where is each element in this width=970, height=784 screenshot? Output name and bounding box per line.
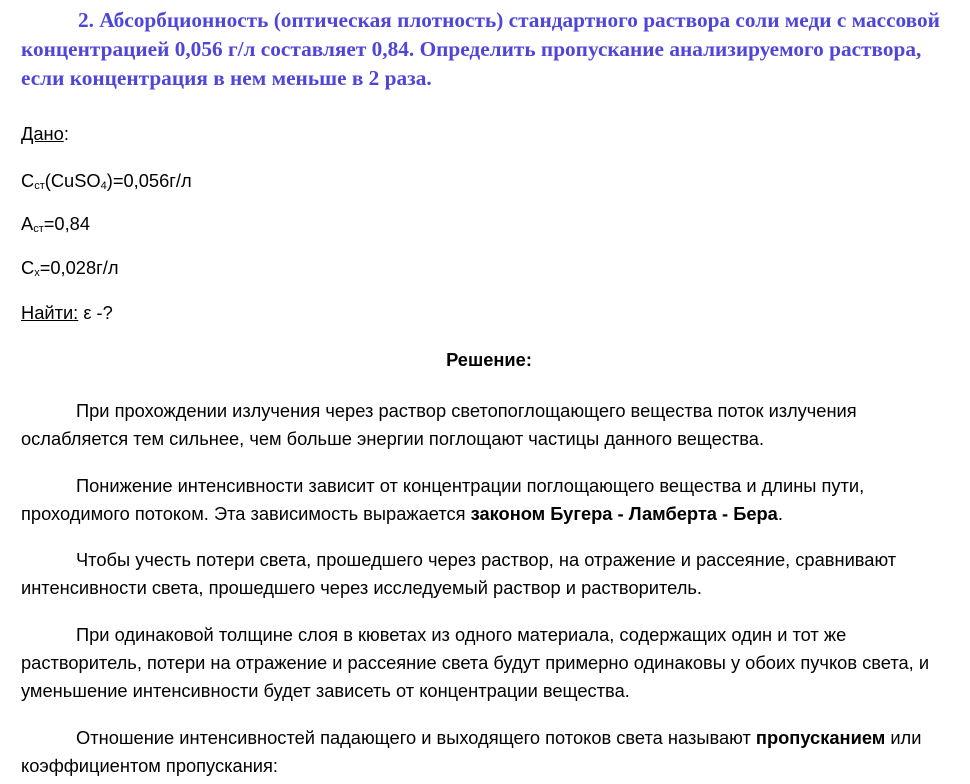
a-st-subscript: ст bbox=[33, 223, 44, 235]
task-statement: 2. Абсорбционность (оптическая плотность) стандартного раствора соли меди с массовой концентрацией 0,056 г/л составляет 0,84. Определить пропускание анализируемого раствора, если концентрация в нем меньше в 2 раза. bbox=[21, 8, 940, 90]
solution-paragraph-2 bbox=[21, 472, 956, 528]
c-st-formula: (CuSO bbox=[44, 170, 101, 191]
find-label: Найти: bbox=[21, 302, 79, 323]
c-st-formula-subscript: 4 bbox=[100, 180, 107, 192]
c-st-value: )=0,056г/л bbox=[106, 170, 192, 191]
p5-end: или коэффициентом пропускания: bbox=[21, 727, 922, 776]
find-value: ε -? bbox=[78, 302, 113, 323]
p5-text: Отношение интенсивностей падающего и выходящего потоков света называют bbox=[76, 727, 756, 748]
p5-term: пропусканием bbox=[755, 727, 886, 748]
a-st-symbol: А bbox=[21, 213, 34, 234]
solution-paragraph-3: Чтобы учесть потери света, прошедшего через раствор, на отражение и рассеяние, сравнивают интенсивности света, прошедшего через исследуемый раствор и растворитель. bbox=[21, 549, 897, 598]
given-a-st bbox=[21, 212, 90, 236]
solution-paragraph-4: При одинаковой толщине слоя в кюветах из одного материала, содержащих один и тот же растворитель, потери на отражение и рассеяние света будут примерно одинаковы у обоих пучков света, и уменьшение интенсивности будет зависеть от концентрации вещества. bbox=[21, 624, 930, 701]
p2-law-name: законом Бугера - Ламберта - Бера bbox=[470, 503, 778, 524]
c-x-value: =0,028г/л bbox=[39, 257, 119, 278]
c-x-symbol: С bbox=[21, 257, 35, 278]
c-x-subscript: х bbox=[34, 267, 40, 279]
solution-paragraph-5 bbox=[21, 724, 956, 780]
a-st-value: =0,84 bbox=[43, 213, 91, 234]
solution-paragraph-1: При прохождении излучения через раствор светопоглощающего вещества поток излучения ослабляется тем сильнее, чем больше энергии поглощают частицы данного вещества. bbox=[21, 400, 857, 449]
given-c-x bbox=[21, 256, 119, 280]
find-line bbox=[21, 301, 113, 325]
c-st-subscript: ст bbox=[34, 180, 45, 192]
given-heading bbox=[21, 122, 69, 146]
solution-heading: Решение: bbox=[446, 349, 532, 370]
c-st-symbol: С bbox=[21, 170, 35, 191]
given-c-st bbox=[21, 169, 192, 193]
p2-end: . bbox=[777, 503, 783, 524]
p2-text: Понижение интенсивности зависит от концентрации поглощающего вещества и длины пути, проходимого потоком. Эта зависимость выражается bbox=[21, 475, 865, 524]
given-colon: : bbox=[63, 123, 69, 144]
given-label: Дано bbox=[21, 123, 64, 144]
